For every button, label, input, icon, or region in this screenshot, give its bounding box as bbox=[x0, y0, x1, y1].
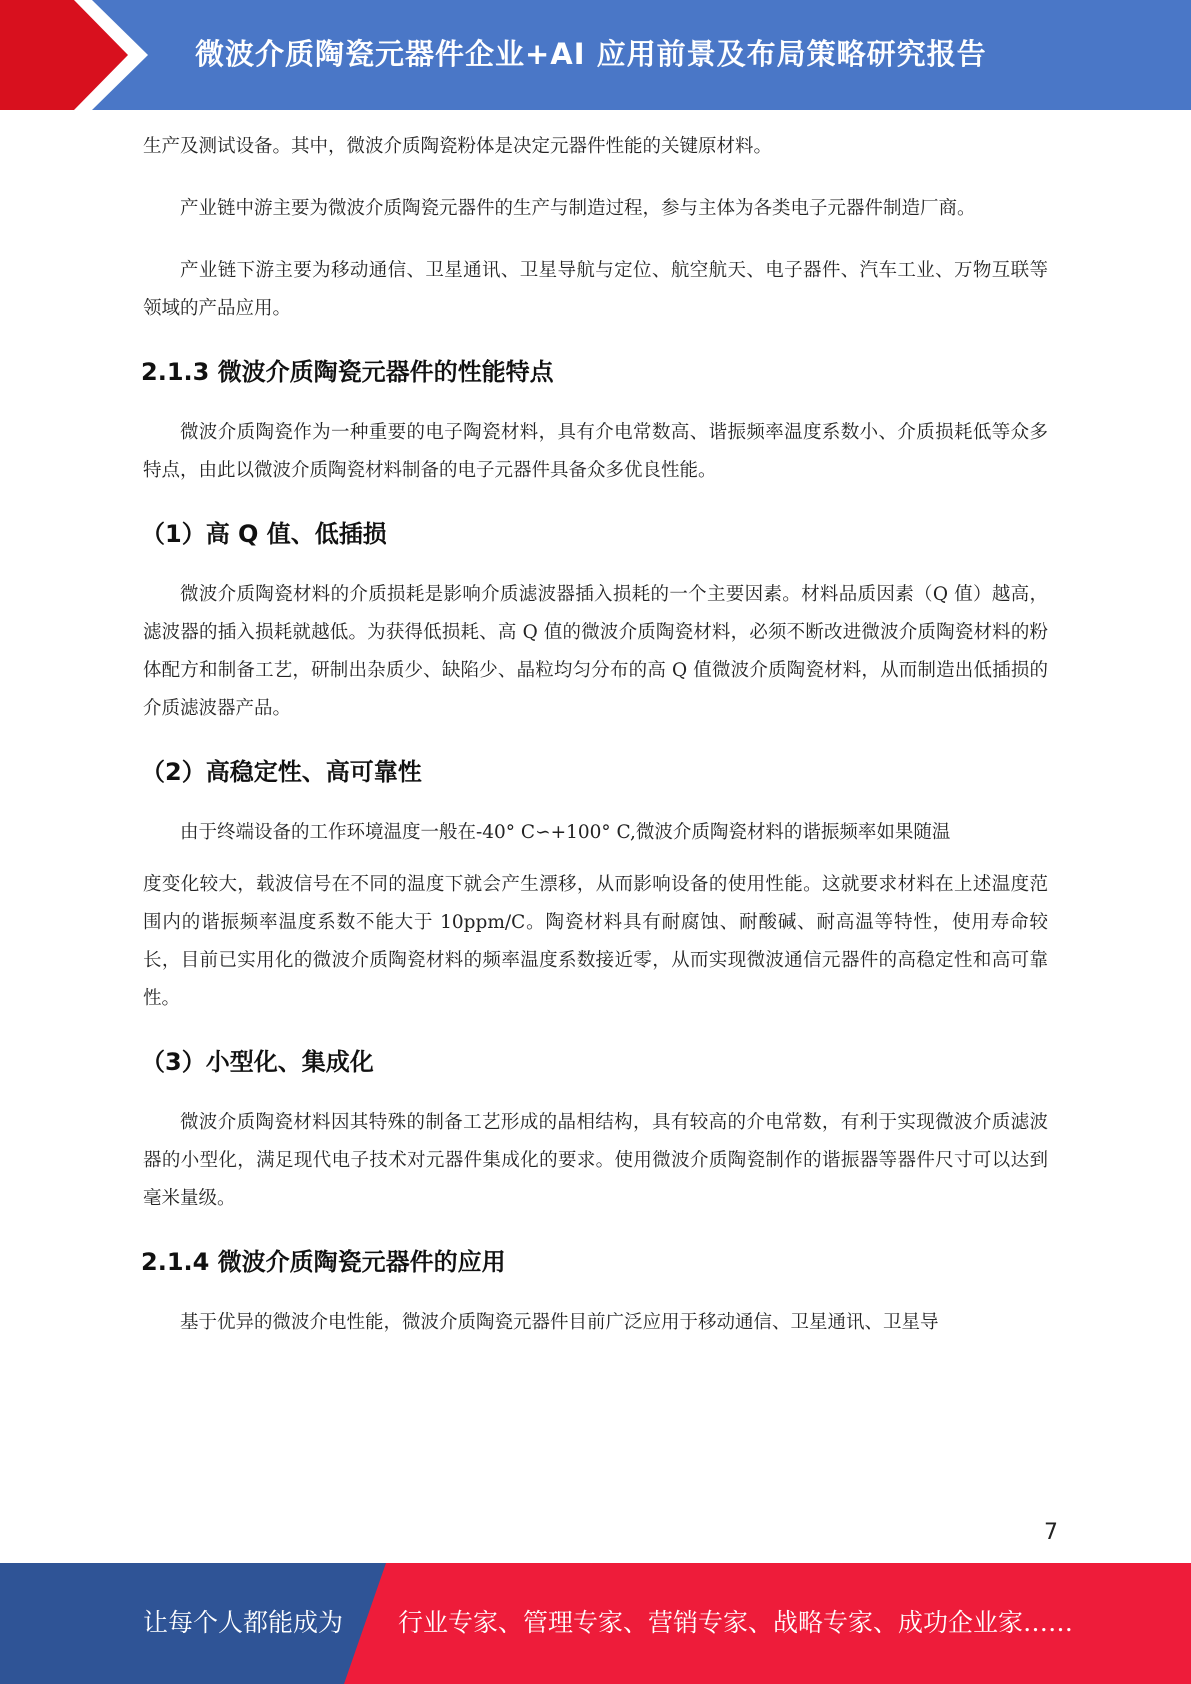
paragraph-downstream: 产业链下游主要为移动通信、卫星通讯、卫星导航与定位、航空航天、电子器件、汽车工业、万物互联等领域的产品应用。 bbox=[143, 260, 1048, 319]
paragraph-miniaturization: 微波介质陶瓷材料因其特殊的制备工艺形成的晶相结构，具有较高的介电常数，有利于实现微波介质滤波器的小型化，满足现代电子技术对元器件集成化的要求。使用微波介质陶瓷制作的谐振器等器件尺寸可以达到毫米量级。 bbox=[143, 1112, 1048, 1209]
section-heading-2-1-4: 2.1.4 微波介质陶瓷元器件的应用 bbox=[141, 1248, 506, 1276]
section-heading-2-1-3: 2.1.3 微波介质陶瓷元器件的性能特点 bbox=[141, 358, 554, 386]
document-body bbox=[143, 128, 1048, 1366]
subheading-stability: （2）高稳定性、高可靠性 bbox=[141, 758, 422, 786]
subheading-high-q: （1）高 Q 值、低插损 bbox=[141, 520, 387, 548]
header-red-arrow-decoration bbox=[0, 0, 160, 110]
paragraph-continuation: 生产及测试设备。其中，微波介质陶瓷粉体是决定元器件性能的关键原材料。 bbox=[143, 136, 773, 157]
paragraph-performance-intro: 微波介质陶瓷作为一种重要的电子陶瓷材料，具有介电常数高、谐振频率温度系数小、介质损耗低等众多特点，由此以微波介质陶瓷材料制备的电子元器件具备众多优良性能。 bbox=[143, 422, 1048, 481]
report-footer bbox=[0, 1563, 1191, 1684]
footer-slogan-left: 让每个人都能成为 bbox=[143, 1608, 344, 1637]
footer-slogan-right: 行业专家、管理专家、营销专家、战略专家、成功企业家…… bbox=[398, 1608, 1074, 1637]
paragraph-stability-rest: 度变化较大，载波信号在不同的温度下就会产生漂移，从而影响设备的使用性能。这就要求材料在上述温度范围内的谐振频率温度系数不能大于 10ppm/C。陶瓷材料具有耐腐蚀、耐酸碱、耐高温等特性，使用寿命较长，目前已实用化的微波介质陶瓷材料的频率温度系数接近零，从而实现微波通信元器件的高稳定性和高可靠性。 bbox=[143, 874, 1048, 1009]
paragraph-high-q: 微波介质陶瓷材料的介质损耗是影响介质滤波器插入损耗的一个主要因素。材料品质因素（Q 值）越高，滤波器的插入损耗就越低。为获得低损耗、高 Q 值的微波介质陶瓷材料，必须不断改进微波介质陶瓷材料的粉体配方和制备工艺，研制出杂质少、缺陷少、晶粒均匀分布的高 Q 值微波介质陶瓷材料，从而制造出低插损的介质滤波器产品。 bbox=[143, 584, 1048, 719]
report-header bbox=[0, 0, 1191, 110]
page-number: 7 bbox=[1044, 1520, 1058, 1545]
subheading-miniaturization: （3）小型化、集成化 bbox=[141, 1048, 374, 1076]
paragraph-applications: 基于优异的微波介电性能，微波介质陶瓷元器件目前广泛应用于移动通信、卫星通讯、卫星导 bbox=[180, 1312, 939, 1333]
paragraph-midstream: 产业链中游主要为微波介质陶瓷元器件的生产与制造过程，参与主体为各类电子元器件制造厂商。 bbox=[180, 198, 976, 219]
report-title: 微波介质陶瓷元器件企业+AI 应用前景及布局策略研究报告 bbox=[195, 37, 987, 71]
paragraph-stability-line1: 由于终端设备的工作环境温度一般在-40° C∽+100° C,微波介质陶瓷材料的谐振频率如果随温 bbox=[180, 822, 951, 843]
